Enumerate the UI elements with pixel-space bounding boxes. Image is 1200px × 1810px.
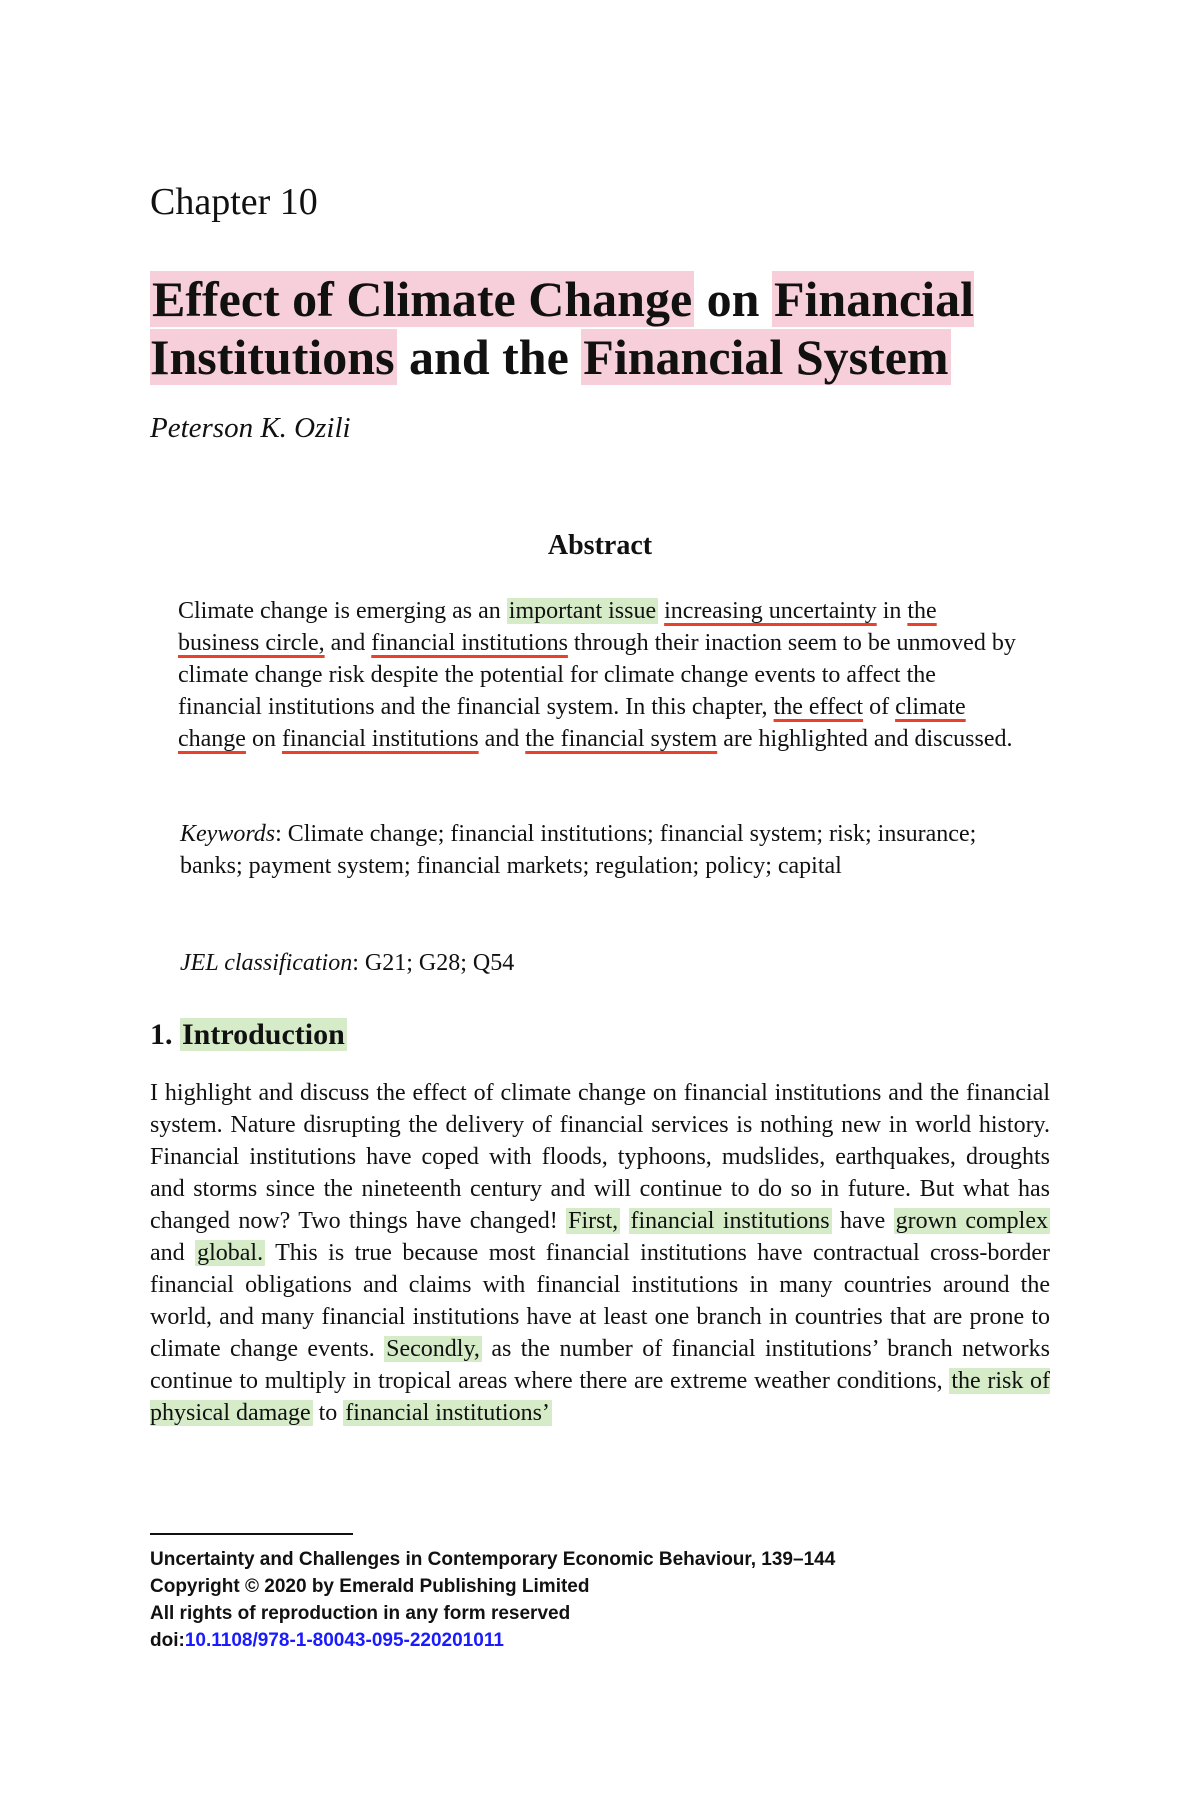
text-run: are highlighted and discussed. <box>717 726 1013 752</box>
text-run: on <box>694 271 772 327</box>
highlight-pink: Financial Institutions <box>150 271 974 385</box>
text-run: and <box>324 630 372 656</box>
footnote-copyright: Copyright © 2020 by Emerald Publishing Limited <box>150 1576 590 1597</box>
jel-text: : G21; G28; Q54 <box>352 950 515 976</box>
chapter-label: Chapter 10 <box>150 181 318 223</box>
author-name: Peterson K. Ozili <box>150 412 351 444</box>
underline-red: financial institutions <box>371 630 568 656</box>
underline-red: the financial system <box>525 726 718 752</box>
underline-red: the effect <box>773 694 864 720</box>
text-run: on <box>245 726 282 752</box>
highlight-pink: Financial System <box>583 329 949 385</box>
doi-link[interactable]: 10.1108/978-1-80043-095-220201011 <box>184 1630 504 1651</box>
text-run: and <box>478 726 526 752</box>
text-run: to <box>312 1400 344 1426</box>
underline-red: climate change <box>178 694 966 752</box>
footnote-divider <box>150 1533 353 1535</box>
text-run: in <box>876 598 908 624</box>
footnote-book-title: Uncertainty and Challenges in Contemporary Economic Behaviour, 139–144 <box>150 1549 836 1570</box>
keywords-label: Keywords <box>180 821 276 847</box>
text-run <box>620 1208 628 1234</box>
text-run: This is true because most financial institutions have contractual cross-border financial obligations and claims with financial institutions in many countries around the world, and many financial institutions have at least one branch in countries that are prone to climate change events. <box>150 1240 1050 1362</box>
footnote <box>150 1546 1050 1654</box>
chapter-title <box>150 270 1050 386</box>
highlight-green: First, <box>568 1208 619 1234</box>
body-paragraph <box>150 1077 1050 1429</box>
section-title: Introduction <box>182 1018 345 1051</box>
text-run: of <box>863 694 896 720</box>
text-run: have <box>831 1208 894 1234</box>
jel-classification <box>180 947 514 979</box>
highlight-pink: Effect of Climate Change <box>152 271 693 327</box>
section-number: 1. <box>150 1018 173 1051</box>
underline-red: increasing uncertainty <box>664 598 877 624</box>
jel-label: JEL classification <box>180 950 353 976</box>
highlight-green: financial institutions <box>630 1208 830 1234</box>
underline-red: the business circle, <box>178 598 937 656</box>
footnote-doi <box>150 1627 1050 1654</box>
abstract-text <box>178 595 1020 755</box>
text-run: Climate change is emerging as an <box>178 598 507 624</box>
text-run: and the <box>396 329 582 385</box>
doi-prefix: doi: <box>150 1630 185 1651</box>
text-run: as the number of financial institutions’ branch networks continue to multiply in tropical areas where there are extreme weather conditions, <box>150 1336 1051 1394</box>
keywords-text: : Climate change; financial institutions; financial system; risk; insurance; banks; payment system; financial markets; regulation; policy; capital <box>180 821 977 879</box>
section-heading <box>150 1018 347 1052</box>
keywords <box>180 818 1022 882</box>
footnote-rights: All rights of reproduction in any form reserved <box>150 1603 571 1624</box>
underline-red: financial institutions <box>281 726 479 752</box>
abstract-heading: Abstract <box>547 530 653 561</box>
highlight-green: financial institutions’ <box>345 1400 550 1426</box>
highlight-green: grown complex <box>895 1208 1048 1234</box>
highlight-green: the risk of physical damage <box>150 1368 1051 1426</box>
text-run: and <box>150 1240 196 1266</box>
highlight-green: important issue <box>508 598 657 624</box>
highlight-green: global. <box>197 1240 264 1266</box>
highlight-green: Secondly, <box>386 1336 480 1362</box>
text-run: through their inaction seem to be unmoved by climate change risk despite the potential for climate change events to affect the financial institutions and the financial system. In this chapter, <box>178 630 1016 720</box>
text-run: I highlight and discuss the effect of climate change on financial institutions and the financial system. Nature disrupting the delivery of financial services is nothing new in world history. Financial institutions have coped with floods, typhoons, mudslides, earthquakes, droughts and storms since the nineteenth century and will continue to do so in future. But what has changed now? Two things have changed! <box>150 1080 1050 1234</box>
